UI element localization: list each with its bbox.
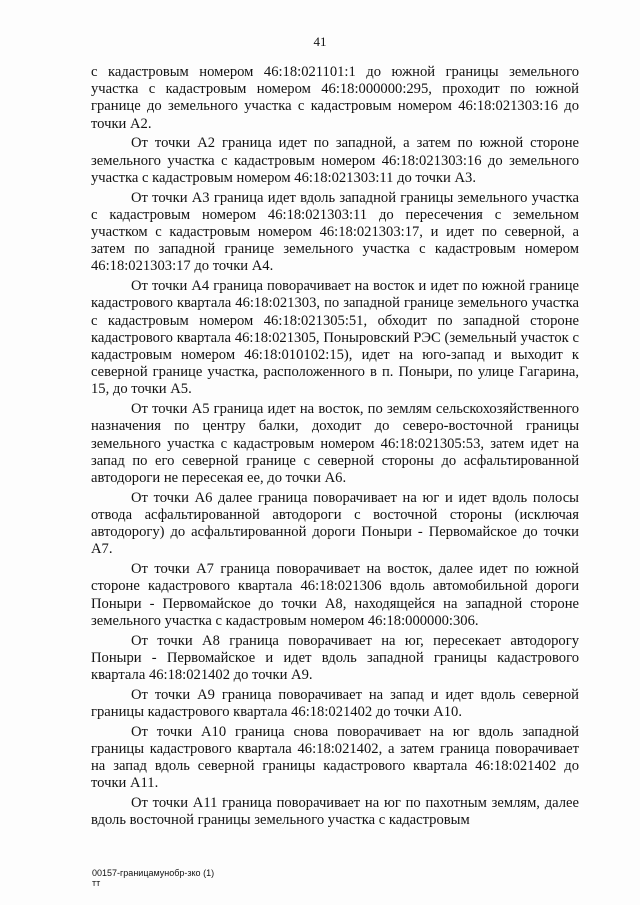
page-number: 41: [313, 34, 327, 49]
paragraph-7: От точки А7 граница поворачивает на восток, далее идет по южной стороне кадастрового квартала 46:18:021306 вдоль автомобильной дороги Поныри - Первомайское до точки А8, находящейся на западной стороне земельного участка с кадастровым номером 46:18:000000:306.: [91, 561, 579, 629]
paragraph-9: От точки А9 граница поворачивает на запад и идет вдоль северной границы кадастрового квартала 46:18:021402 до точки А10.: [91, 686, 579, 721]
paragraph-8: От точки А8 граница поворачивает на юг, пересекает автодорогу Поныри - Первомайское и идет вдоль западной границы кадастрового квартала 46:18:021402 до точки А9.: [91, 632, 579, 684]
paragraph-11: От точки А11 граница поворачивает на юг по пахотным землям, далее вдоль восточной границы земельного участка с кадастровым: [91, 795, 579, 829]
paragraph-3: От точки А3 граница идет вдоль западной границы земельного участка с кадастровым номером 46:18:021303:11 до пересечения с земельном участком с кадастровым номером 46:18:021303:17, и идет по северной, а затем по западной границе земельного участка с кадастровым номером 46:18:021303:17 до точки А4.: [91, 189, 579, 275]
paragraph-6: От точки А6 далее граница поворачивает на юг и идет вдоль полосы отвода асфальтированной автодороги с восточной стороны (исключая автодорогу) до асфальтированной дороги Поныри - Первомайское до точки А7.: [91, 489, 579, 558]
paragraph-4: От точки А4 граница поворачивает на восток и идет по южной границе кадастрового квартала 46:18:021303, по западной границе земельного участка с кадастровым номером 46:18:021305:51, обходит по западной стороне кадастрового квартала 46:18:021305, Поныровский РЭС (земельный участок с кадастровым номером 46:18:010102:15), идет на юго-запад и выходит к северной границе участка, расположенного в п. Поныри, по улице Гагарина, 15, до точки А5.: [91, 278, 579, 398]
document-body: [91, 64, 579, 832]
footer-initials: тт: [92, 878, 101, 888]
footer: [92, 868, 214, 888]
paragraph-10: От точки А10 граница снова поворачивает на юг вдоль западной границы кадастрового квартала 46:18:021402, а затем граница поворачивает на запад вдоль северной границы кадастрового квартала 46:18:021402 до точки А11.: [91, 723, 579, 792]
paragraph-2: От точки А2 граница идет по западной, а затем по южной стороне земельного участка с кадастровым номером 46:18:021303:16 до земельного участка с кадастровым номером 46:18:021303:11 до точки А3.: [91, 135, 579, 186]
paragraph-1: с кадастровым номером 46:18:021101:1 до южной границы земельного участка с кадастровым номером 46:18:000000:295, проходит по южной границе до земельного участка с кадастровым номером 46:18:021303:16 до точки А2.: [91, 64, 579, 132]
footer-file-name: 00157-границамунобр-зко (1): [92, 868, 215, 878]
paragraph-5: От точки А5 граница идет на восток, по землям сельскохозяйственного назначения по центру балки, доходит до северо-восточной границы земельного участка с кадастровым номером 46:18:021305:53, затем идет на запад по его северной границе с северной стороны до асфальтированной автодороги не пересекая ее, до точки А6.: [91, 401, 579, 487]
